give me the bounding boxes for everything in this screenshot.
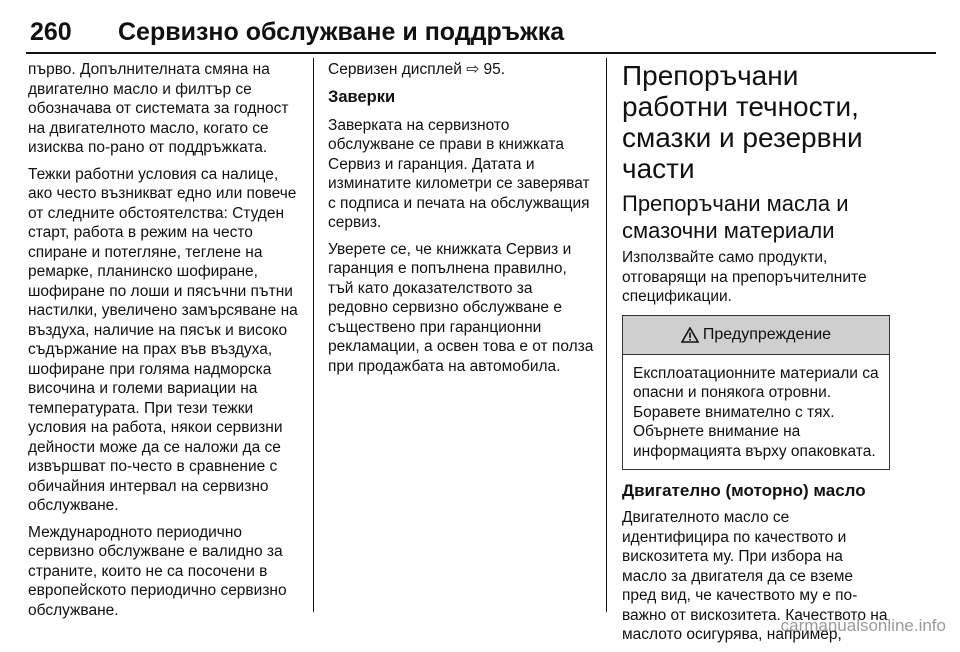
watermark: carmanualsonline.info xyxy=(780,616,946,635)
header-divider xyxy=(26,52,936,54)
paragraph: Използвайте само продукти, отговарящи на препоръчителните спецификации. xyxy=(622,249,867,305)
section-heading: Заверки xyxy=(328,87,396,106)
warning-text: Експлоатационните материали са опасни и понякога отровни. Боравете внимателно с тях. Обърнете внимание на информацията върху опаковката. xyxy=(633,364,879,460)
chapter-title: Сервизно обслужване и поддръжка xyxy=(118,18,565,46)
warning-header xyxy=(623,316,889,355)
service-display-reference[interactable]: Сервизен дисплей ⇨ 95. xyxy=(328,61,506,78)
paragraph: първо. Допълнителната смяна на двигателно масло и филтър се обозначава от системата за годност на двигателното масло, когато се изисква по-рано от поддръжката. xyxy=(28,61,289,156)
paragraph: Уверете се, че книжката Сервиз и гаранция е попълнена правилно, тъй като доказателството за редовно сервизно обслужване е съществено при гаранционни рекламации, а освен това е от полза при продажбата на автомобила. xyxy=(328,240,594,375)
chapter-heading: Препоръчани работни течности, смазки и резервни части xyxy=(622,60,863,184)
warning-triangle-icon xyxy=(681,327,699,343)
warning-title: Предупреждение xyxy=(702,325,832,343)
column-middle xyxy=(328,60,596,383)
column-divider-1 xyxy=(313,58,314,612)
page-number: 260 xyxy=(30,18,72,46)
section-heading: Двигателно (моторно) масло xyxy=(622,481,866,500)
paragraph: Тежки работни условия са налице, ако често възникват едно или повече от следните обстоятелства: Студен старт, работа в режим на често спиране и потегляне, теглене на ремарке, планинско шофиране, шофиране по лоши и пясъчни пътни настилки, увеличено замърсяване на въздуха, наличие на пясък и високо съдържание на прах във въздуха, шофиране при голяма надморска височина и големи вариации на температурата. При тези тежки условия на работа, някои сервизни дейности може да се наложи да се извършват по-често в сравнение с обичайния интервал на сервизно обслужване. xyxy=(28,165,298,514)
column-left xyxy=(28,60,300,627)
column-divider-2 xyxy=(606,58,607,612)
paragraph: Международното периодично сервизно обслужване е валидно за страните, които не са посочени в европейското периодично сервизно обслужване. xyxy=(28,523,287,619)
column-right xyxy=(622,60,890,652)
paragraph: Заверката на сервизното обслужване се прави в книжката Сервиз и гаранция. Датата и изминатите километри се заверяват с подписа и печата на обслужващия сервиз. xyxy=(328,116,590,231)
sub-heading: Препоръчани масла и смазочни материали xyxy=(622,191,849,243)
paragraph: Двигателното масло се идентифицира по качеството и вискозитета му. При избора на масло за двигателя да се вземе пред вид, че качеството му е по-важно от вискозитета. Качеството на маслото осигурява, например, xyxy=(622,509,888,643)
warning-body xyxy=(623,355,889,470)
page-header xyxy=(26,0,936,52)
warning-box xyxy=(622,315,890,471)
